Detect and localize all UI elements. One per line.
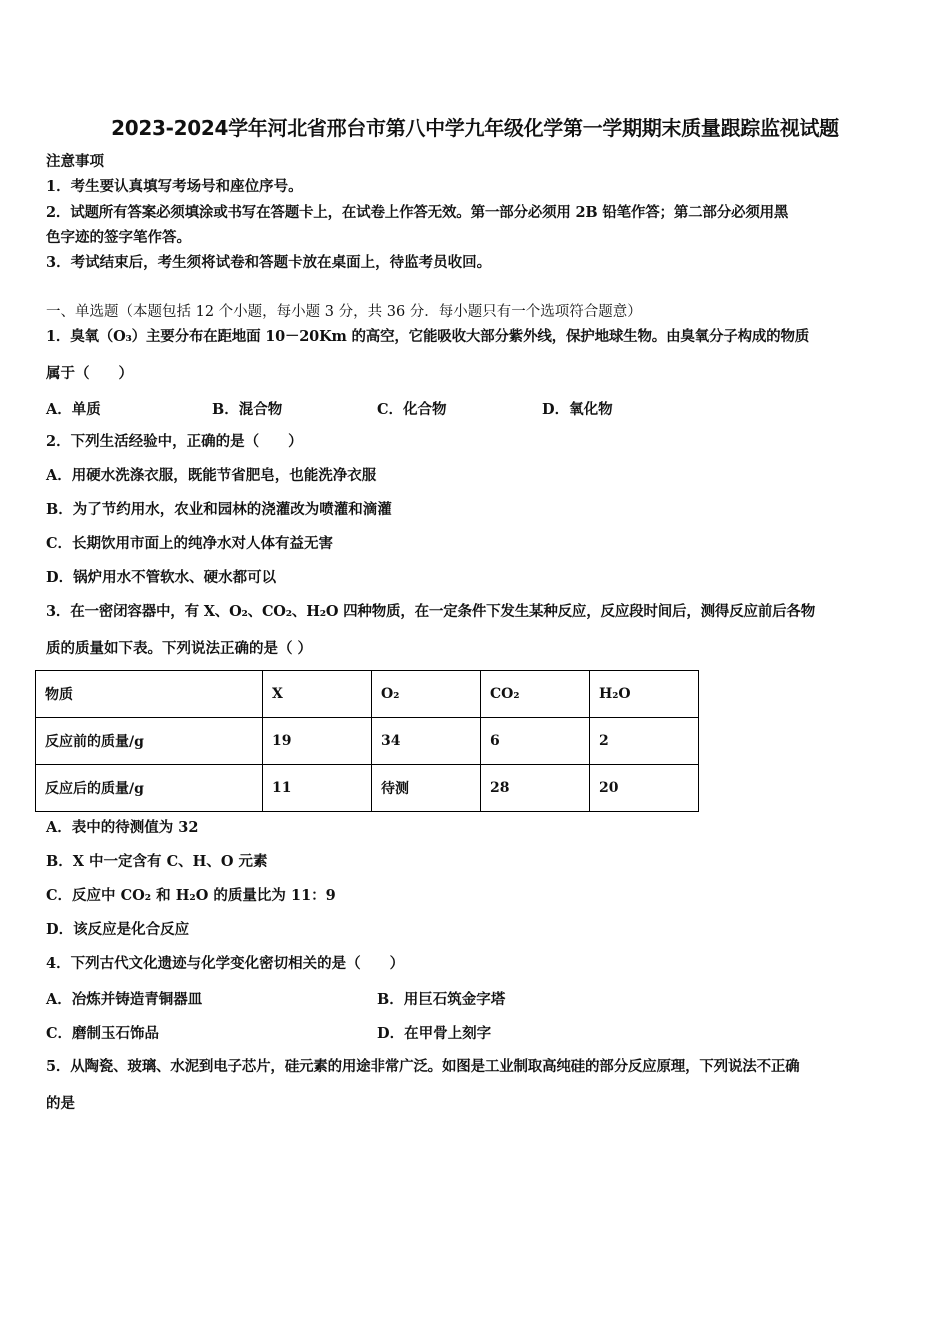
q4-option-b: B．用巨石筑金字塔 bbox=[377, 991, 506, 1008]
table-cell: 反应前的质量/g bbox=[36, 718, 263, 765]
table-cell: 2 bbox=[590, 718, 699, 765]
q2-option-b: B．为了节约用水，农业和园林的浇灌改为喷灌和滴灌 bbox=[46, 501, 392, 518]
q1-stem-line-1: 1．臭氧（O₃）主要分布在距地面 10－20Km 的高空，它能吸收大部分紫外线，保护地球生物。由臭氧分子构成的物质 bbox=[46, 328, 810, 345]
q3-stem-line-1: 3．在一密闭容器中，有 X、O₂、CO₂、H₂O 四种物质，在一定条件下发生某种反应，反应段时间后，测得反应前后各物 bbox=[46, 603, 816, 620]
q4-option-c: C．磨制玉石饰品 bbox=[46, 1025, 160, 1042]
table-cell: O₂ bbox=[372, 671, 481, 718]
q1-option-b: B．混合物 bbox=[212, 401, 283, 418]
notice-item-3: 3．考试结束后，考生须将试卷和答题卡放在桌面上，待监考员收回。 bbox=[46, 254, 492, 271]
table-cell: 34 bbox=[372, 718, 481, 765]
table-cell: 待测 bbox=[372, 765, 481, 812]
q4-option-a: A．冶炼并铸造青铜器皿 bbox=[46, 991, 203, 1008]
q5-stem-line-2: 的是 bbox=[46, 1095, 75, 1112]
q1-option-d: D．氧化物 bbox=[542, 401, 613, 418]
table-cell: X bbox=[263, 671, 372, 718]
table-cell: 19 bbox=[263, 718, 372, 765]
q1-stem-line-2: 属于（ ） bbox=[46, 365, 133, 382]
q2-option-c: C．长期饮用市面上的纯净水对人体有益无害 bbox=[46, 535, 334, 552]
q1-option-a: A．单质 bbox=[46, 401, 101, 418]
mass-table bbox=[35, 670, 699, 812]
table-cell: 20 bbox=[590, 765, 699, 812]
table-row bbox=[36, 718, 699, 765]
q1-option-c: C．化合物 bbox=[377, 401, 447, 418]
q3-option-b: B．X 中一定含有 C、H、O 元素 bbox=[46, 853, 268, 870]
q4-stem: 4．下列古代文化遗迹与化学变化密切相关的是（ ） bbox=[46, 955, 405, 972]
page-title: 2023-2024学年河北省邢台市第八中学九年级化学第一学期期末质量跟踪监视试题 bbox=[111, 116, 839, 140]
q3-stem-line-2: 质的质量如下表。下列说法正确的是（ ） bbox=[46, 640, 313, 657]
table-cell: 11 bbox=[263, 765, 372, 812]
table-cell: 反应后的质量/g bbox=[36, 765, 263, 812]
q4-option-d: D．在甲骨上刻字 bbox=[377, 1025, 492, 1042]
section-heading: 一、单选题（本题包括 12 个小题，每小题 3 分，共 36 分．每小题只有一个选项符合题意） bbox=[46, 304, 642, 320]
table-cell: 物质 bbox=[36, 671, 263, 718]
q3-option-d: D．该反应是化合反应 bbox=[46, 921, 190, 938]
table-cell: 28 bbox=[481, 765, 590, 812]
notice-item-2-line-2: 色字迹的签字笔作答。 bbox=[46, 229, 191, 246]
table-cell: H₂O bbox=[590, 671, 699, 718]
q3-option-c: C．反应中 CO₂ 和 H₂O 的质量比为 11：9 bbox=[46, 887, 336, 904]
notice-item-1: 1．考生要认真填写考场号和座位序号。 bbox=[46, 178, 303, 195]
q2-option-d: D．锅炉用水不管软水、硬水都可以 bbox=[46, 569, 277, 586]
q5-stem-line-1: 5．从陶瓷、玻璃、水泥到电子芯片，硅元素的用途非常广泛。如图是工业制取高纯硅的部分反应原理，下列说法不正确 bbox=[46, 1058, 800, 1075]
table-cell: 6 bbox=[481, 718, 590, 765]
q2-option-a: A．用硬水洗涤衣服，既能节省肥皂，也能洗净衣服 bbox=[46, 467, 377, 484]
table-header-row bbox=[36, 671, 699, 718]
notice-heading: 注意事项 bbox=[46, 153, 104, 170]
table-row bbox=[36, 765, 699, 812]
q3-option-a: A．表中的待测值为 32 bbox=[46, 819, 199, 836]
table-cell: CO₂ bbox=[481, 671, 590, 718]
notice-item-2-line-1: 2．试题所有答案必须填涂或书写在答题卡上，在试卷上作答无效。第一部分必须用 2B 铅笔作答；第二部分必须用黑 bbox=[46, 204, 789, 221]
q2-stem: 2．下列生活经验中，正确的是（ ） bbox=[46, 433, 303, 450]
